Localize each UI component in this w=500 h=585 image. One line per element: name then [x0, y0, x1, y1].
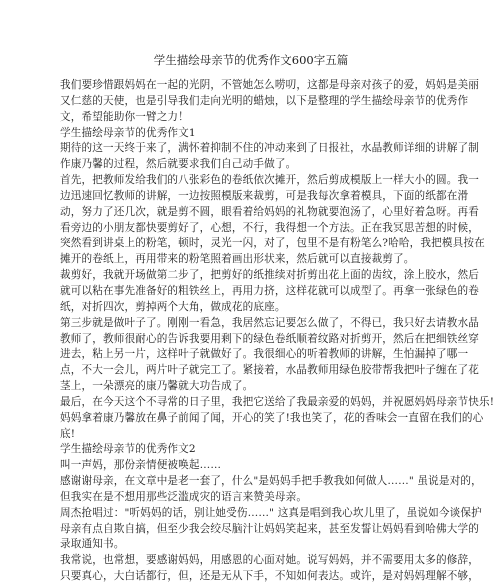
text-line: 点，不大一会儿，两片叶子就完工了。紧接着，水晶教师用绿色胶带帮我把叶子缠在了花: [60, 364, 480, 377]
text-line: 叫一声妈，那份亲情便被唤起……: [60, 459, 222, 472]
text-line: 教师了，教师很耐心的告诉我要用剩下的绿色卷纸顺着纹路对折剪开，然后在把细铁丝穿: [60, 332, 480, 345]
section-heading: 学生描绘母亲节的优秀作文1: [60, 126, 196, 139]
text-line: 看旁边的小朋友都快要剪好了，心想，不行，我得想一个方法。正在我冥思苦想的时候，: [60, 221, 480, 234]
text-line: 裁剪好，我就开场做第二步了，把剪好的纸推续对折剪出花上面的齿纹，涂上胶水，然后: [60, 269, 480, 282]
text-line: 母亲有点自欺自搞，但至少我会绞尽脑汁让妈妈笑起来，甚至发誓让妈妈看到哈佛大学的: [60, 522, 480, 535]
text-line: 第三步就是做叶子了。刚刚一看急，我居然忘记要怎么做了，不得已，我只好去请教水晶: [60, 316, 480, 329]
text-line: 期待的这一天终于来了，满怀着抑制不住的冲动来到了日报社，水晶教师详细的讲解了制: [60, 142, 480, 155]
text-line: 首先，把教师发给我们的八张彩色的卷纸依次摊开，然后剪成模版上一样大小的圆。我一: [60, 174, 480, 187]
text-line: 录取通知书。: [60, 538, 125, 551]
text-line: 我常说，也常想，要感谢妈妈，用感恩的心面对她。说写妈妈，并不需要用太多的修辞，: [60, 554, 480, 567]
text-line: 但我实在是不想用那些泛滥成灾的语言来赞美母亲。: [60, 490, 308, 503]
document-body: [60, 78, 495, 585]
text-line: 进去，粘上另一片，这样叶子就做好了。我很细心的听着教师的讲解，生怕漏掉了哪一: [60, 348, 469, 361]
text-line: 周杰抢唱过："听妈妈的话，别让她受伤……" 这真是唱到我心坎儿里了，虽说如今谈保护: [60, 506, 482, 519]
text-line: 摊开的卷纸上，再用带来的粉笔照着画出形状来，然后就可以直接裁剪了。: [60, 253, 415, 266]
text-line: 我们要珍惜跟妈妈在一起的光阴，不管她怎么唠叨，这都是母亲对孩子的爱，妈妈是美丽: [60, 79, 480, 91]
text-line: 茎上，一朵漂亮的康乃馨就大功告成了。: [60, 380, 254, 393]
text-line: 突然看到讲桌上的粉笔，顿时，灵光一闪，对了，包里不是有粉笔么?哈哈，我把模具按在: [60, 237, 485, 250]
text-line: 只要真心，大白话都行，但，还是无从下手，不知如何表达。或许，是对妈妈理解不够，: [60, 570, 480, 583]
text-line: 文，希望能助你一臂之力！: [60, 110, 189, 123]
text-line: 感谢谢母亲，在文章中是老一套了，什么"是妈妈手把手教我如何做人……" 虽说是对的，: [60, 475, 482, 488]
text-line: 就可以粘在事先准备好的粗铁丝上，再用力挤，这样花就可以成型了。再拿一张绿色的卷: [60, 284, 480, 297]
section-heading: 学生描绘母亲节的优秀作文2: [60, 443, 196, 456]
text-line: 最后，在今天这个不寻常的日子里，我把它送给了我最亲爱的妈妈，并祝愿妈妈母亲节快乐!: [60, 395, 495, 408]
text-line: 妈妈拿着康乃馨放在鼻子前闻了闻，开心的笑了!我也笑了，花的香味会一直留在我们的心: [60, 411, 484, 424]
text-line: 边迅速回忆教师的讲解，一边按照模版来裁剪，可是我每次拿着模具，下面的纸都在滑: [60, 189, 469, 202]
text-line: 又仁慈的天使，也是引导我们走向光明的蜡烛，以下是整理的学生描绘母亲节的优秀作: [60, 94, 469, 107]
text-line: 底!: [60, 427, 76, 440]
document-title: 学生描绘母亲节的优秀作文600字五篇: [153, 53, 349, 67]
text-line: 作康乃馨的过程，然后就要求我们自己动手做了。: [60, 158, 297, 171]
text-line: 纸，对折四次，剪掉两个大角，做成花的底座。: [60, 300, 286, 313]
text-line: 动，努力了还几次，就是剪不圆，眼看着给妈妈的礼物就要泡汤了，心里好着急呀。再看: [60, 205, 480, 218]
